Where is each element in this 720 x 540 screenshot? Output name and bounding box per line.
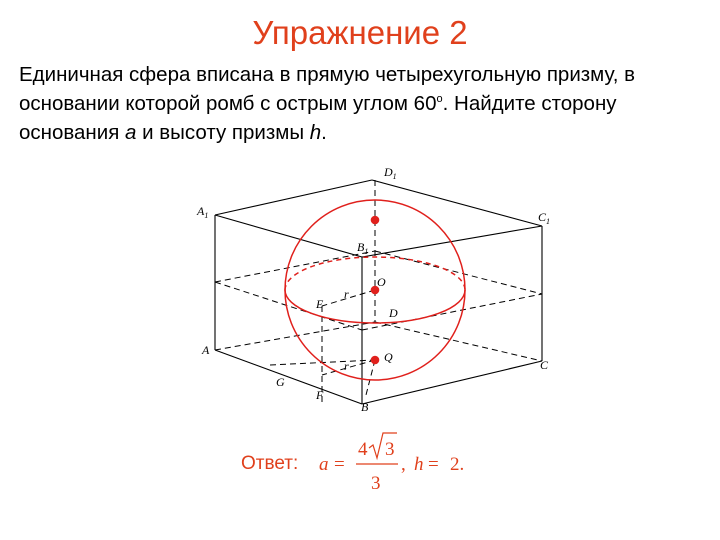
degree-sign: o [436, 93, 443, 105]
mid-section-front-left [215, 282, 362, 330]
label-d: D [389, 306, 398, 320]
label-e: E [316, 297, 324, 311]
point-q [371, 356, 380, 365]
answer-label: Ответ: [241, 453, 299, 474]
answer-a-var: a [319, 454, 329, 475]
label-o: O [377, 275, 386, 289]
problem-line-1: Единичная сфера вписана в прямую четырехугольную призму, в [19, 63, 635, 86]
segment-q-b [366, 360, 375, 395]
answer-denominator: 3 [371, 473, 381, 494]
label-b1: $B_1$ [357, 240, 369, 256]
edge-a1-d1 [215, 180, 372, 215]
point-top [371, 216, 380, 225]
sphere-points [371, 216, 380, 365]
label-d1: $D_1$ [384, 165, 397, 181]
edge-a-b [215, 350, 362, 404]
label-c1: $C_1$ [538, 210, 551, 226]
answer-comma: , [401, 454, 406, 475]
answer-coef: 4 [358, 439, 368, 460]
var-h: h [309, 121, 322, 144]
answer-equals-1: = [334, 454, 345, 475]
edge-b-c [362, 361, 542, 404]
edge-d-c [375, 322, 542, 361]
var-a: a [125, 121, 137, 144]
label-g: G [276, 375, 285, 389]
answer-h-var: h [414, 454, 424, 475]
edge-b1-c1 [362, 226, 542, 257]
label-c: C [540, 358, 549, 372]
answer-h-value: 2. [450, 454, 465, 475]
label-q: Q [384, 350, 393, 364]
page-title: Упражнение 2 [252, 14, 468, 51]
problem-line-2: основании которой ромб с острым углом 60$^o$. Найдите сторону [19, 92, 617, 115]
label-b: B [361, 400, 369, 414]
edge-a1-b1 [215, 215, 362, 257]
label-r-lower: r [344, 359, 349, 373]
mid-section-back-left [215, 251, 375, 282]
problem-line-3: основания a и высоту призмы h. [19, 121, 327, 144]
label-a: A [202, 343, 210, 357]
label-a1: $A_1$ [197, 204, 209, 220]
answer-equals-2: = [428, 454, 439, 475]
answer-radicand: 3 [385, 439, 395, 460]
label-r-upper: r [344, 287, 349, 301]
answer-formula [319, 433, 464, 494]
label-f: F [316, 388, 324, 402]
